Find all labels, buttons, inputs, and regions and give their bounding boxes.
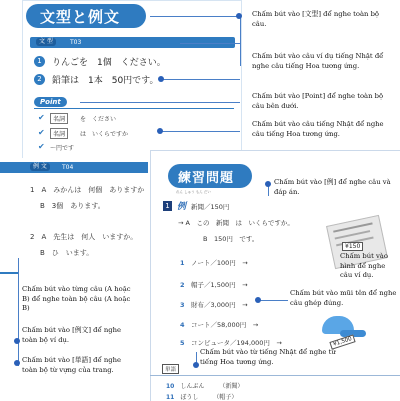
note-sentence-pattern: Chấm bút vào [文型] để nghe toàn bộ câu.	[252, 10, 380, 28]
point-underline	[34, 108, 234, 109]
sentence-pattern-badge[interactable]: 文 型	[36, 38, 56, 46]
vocab-reading: しんぶん	[180, 383, 205, 390]
vocab-divider	[150, 375, 400, 376]
example-answer-a[interactable]: → A この 新聞 は いくらですか。	[178, 219, 294, 227]
left-edge-stripe	[0, 272, 18, 274]
note-vocab: Chấm bút vào [単語] để nghe toàn bộ từ vựng của trang.	[22, 356, 121, 374]
dot	[14, 360, 20, 366]
note-example-all: Chấm bút vào [例文] để nghe toàn bộ ví dụ.	[22, 326, 121, 344]
item-number: 3	[180, 301, 185, 309]
point-connector	[80, 102, 240, 103]
note-point-sentence: Chấm bút vào câu tiếng Nhật để nghe câu tiếng Hoa tương ứng.	[252, 120, 384, 138]
example-panel-bar	[0, 162, 148, 173]
example-label[interactable]: 例	[177, 202, 187, 212]
example-answer-b[interactable]: B 150円 です。	[203, 235, 259, 243]
practice-title: 練習問題	[178, 171, 235, 186]
item-text: 財布／3,000円	[191, 301, 236, 309]
example-2-text[interactable]: 鉛筆は 1本 50円です。	[52, 76, 159, 86]
example-1-text[interactable]: りんごを 1個 ください。	[52, 58, 166, 68]
dot	[14, 338, 20, 344]
track-label: T03	[70, 39, 82, 46]
note-example-sentence: Chấm bút vào câu ví dụ tiếng Nhật để nghe câu tiếng Hoa tương ứng.	[252, 52, 384, 70]
example-track: T04	[62, 164, 74, 171]
list-item[interactable]: 4 コート／58,000円 →	[180, 321, 259, 329]
note-vocab-word: Chấm bút vào từ tiếng Nhật để nghe từ tiếng Hoa tương ứng.	[200, 348, 336, 366]
cap-price: ¥1,500	[329, 334, 355, 349]
vocab-reading: ぼうし	[180, 394, 199, 401]
item-text: ノート／100円	[191, 259, 236, 267]
note-point: Chấm bút vào [Point] để nghe toàn bộ câu bên dưới.	[252, 92, 384, 110]
vocab-row[interactable]	[166, 381, 243, 390]
vocab-badge[interactable]: 単語	[162, 364, 179, 374]
item-number: 2	[180, 281, 185, 289]
note-example-answer: Chấm bút vào [例] để nghe câu và đáp án.	[274, 178, 391, 196]
note-image: Chấm bút vào hình để nghe câu ví dụ.	[340, 252, 388, 279]
item-number: 4	[180, 321, 185, 329]
note-arrow: Chấm bút vào mũi tên để nghe câu ghép đúng.	[290, 289, 397, 307]
title-dot	[236, 13, 242, 19]
noun-box[interactable]: 名詞	[50, 113, 68, 124]
check-icon: ✔	[38, 128, 45, 137]
item-text: コンピュータ／194,000円	[191, 339, 270, 347]
price-tag: ¥150	[342, 242, 363, 251]
dot	[255, 297, 261, 303]
example-connector	[160, 79, 240, 80]
point-badge[interactable]: Point	[34, 97, 67, 107]
vocab-number: 11	[166, 394, 175, 401]
connector	[258, 300, 288, 301]
title-connector-vert	[240, 16, 241, 66]
item-text: 帽子／1,500円	[191, 281, 236, 289]
badge-connector	[180, 43, 240, 44]
check-icon: ✔	[38, 142, 45, 151]
list-item[interactable]: 3 財布／3,000円 →	[180, 301, 248, 309]
note-dialog-sentence: Chấm bút vào từng câu (A hoặc B) để nghe toàn bộ câu (A hoặc B)	[22, 285, 131, 312]
title-connector	[150, 16, 240, 17]
noun-box[interactable]: 名詞	[50, 128, 68, 139]
list-item[interactable]: 1 ノート／100円 →	[180, 259, 248, 267]
point-3-text[interactable]: 〜円です	[50, 145, 75, 152]
item-number: 5	[180, 339, 185, 347]
question-number: 1	[163, 201, 172, 211]
example-2-num: 2	[34, 74, 45, 85]
dot	[193, 362, 199, 368]
list-item[interactable]: 5 コンピュータ／194,000円 →	[180, 339, 282, 347]
point-2-text[interactable]: は いくらですか	[80, 131, 128, 138]
left-connector	[18, 258, 19, 366]
dialog-2-b[interactable]: B ひ います。	[40, 249, 94, 257]
list-item[interactable]: 2 帽子／1,500円 →	[180, 281, 248, 289]
dialog-1-b[interactable]: B 3個 あります。	[40, 202, 105, 210]
check-icon: ✔	[38, 113, 45, 122]
example-dot	[158, 76, 164, 82]
vocab-number: 10	[166, 383, 175, 390]
vocab-kanji: （新聞）	[222, 383, 244, 390]
title-text: 文型と例文	[40, 8, 121, 26]
dialog-1-a[interactable]: 1 A みかんは 何個 ありますか	[30, 186, 145, 194]
example-1-num: 1	[34, 56, 45, 67]
dialog-2-a[interactable]: 2 A 先生は 何人 いますか。	[30, 233, 138, 241]
practice-subtitle: れん しゅう もん だい	[176, 190, 211, 194]
example-badge[interactable]: 例 文	[30, 163, 50, 171]
point-1-text[interactable]: を ください	[80, 116, 117, 123]
point-2-connector	[160, 131, 240, 132]
point-2-dot	[157, 128, 163, 134]
dot	[265, 181, 271, 187]
example-item[interactable]: 新聞／150円	[191, 203, 230, 211]
vocab-kanji: （帽子）	[216, 394, 238, 401]
item-text: コート／58,000円	[191, 321, 247, 329]
item-number: 1	[180, 259, 185, 267]
